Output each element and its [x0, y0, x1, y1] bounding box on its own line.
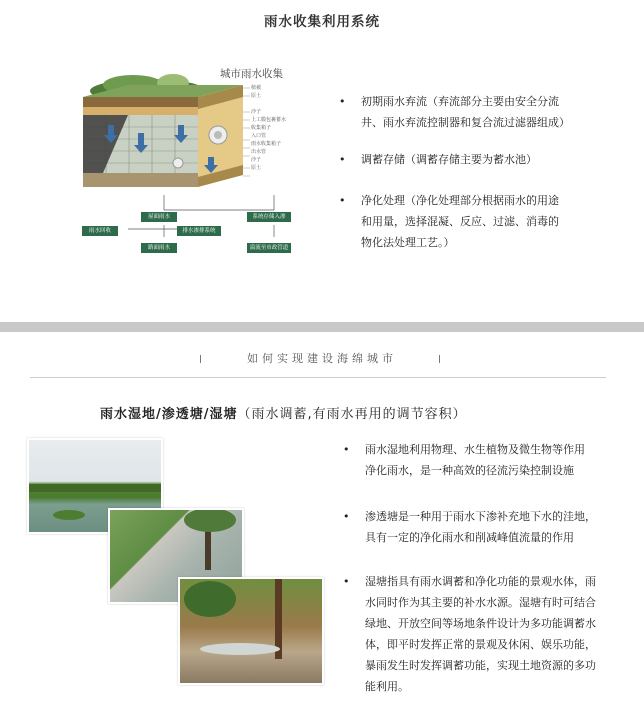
subtitle-tick-right	[439, 355, 440, 363]
soil-layer	[83, 97, 198, 107]
outlet-pipe	[173, 158, 183, 168]
layer-label: 沙子	[251, 109, 262, 115]
section-title-wetland	[100, 403, 467, 422]
title-bold-part: 雨水湿地/渗透塘/湿塘	[100, 407, 238, 422]
section-subtitle: 如何实现建设海绵城市	[247, 352, 397, 365]
layer-label: 上工膜包裹蓄水	[251, 117, 287, 123]
layer-label: 出水管	[251, 149, 267, 155]
flow-box-road-rain: 路面雨水	[141, 243, 177, 253]
gravel-layer	[83, 173, 198, 187]
title-rest-part: （雨水调蓄,有雨水再用的调节容积）	[237, 407, 467, 422]
layer-label: 收集箱子	[251, 125, 272, 131]
flow-box-storage-infiltration: 系统存储入渗	[247, 212, 291, 222]
list-item: • 净化处理（净化处理部分根据雨水的用途 和用量，选择混凝、反应、过滤、消毒的 物化法处理工艺。）	[339, 194, 559, 249]
section-title-rain-collection: 雨水收集利用系统	[264, 14, 380, 30]
layer-label: 入口管	[251, 133, 267, 139]
layer-label: 沙子	[251, 157, 262, 163]
sand-layer	[83, 107, 198, 115]
list-item: • 雨水湿地利用物理、水生植物及微生物等作用 净化雨水，是一种高效的径流污染控制设施	[343, 443, 585, 477]
layer-label: 原土	[251, 93, 262, 99]
flow-box-drainage-system: 排水渗排系统	[177, 226, 221, 236]
diagram-layer-labels	[251, 84, 311, 172]
subtitle-underline	[30, 377, 606, 378]
layer-label: 雨水收集箱子	[251, 141, 282, 147]
list-item: • 湿塘指具有雨水调蓄和净化功能的景观水体，雨 水同时作为其主要的补水水源。湿塘有时可结合 绿地、开放空间等场地条件设计为多功能调蓄水 体，即平时发挥正常的景观及休闲、娱乐功能， 暴雨发生时发挥调蓄功能，实现土地资源的多功 能利用。	[343, 575, 596, 693]
list-item: • 初期雨水弃流（弃流部分主要由安全分流 井、雨水弃流控制器和复合流过滤器组成）	[339, 95, 570, 129]
flow-box-overflow-municipal: 溢流至市政管道	[247, 243, 291, 253]
diagram-title: 城市雨水收集	[220, 68, 283, 80]
list-item: • 调蓄存储（调蓄存储主要为蓄水池）	[339, 153, 537, 166]
section-divider	[0, 322, 644, 332]
layer-label: 原土	[251, 165, 262, 171]
list-item: • 渗透塘是一种用于雨水下渗补充地下水的洼地， 具有一定的净化雨水和削减峰值流量的作用	[343, 510, 596, 544]
wet-pond-photo	[178, 577, 324, 685]
flow-box-rain-recovery: 雨水回收	[82, 226, 118, 236]
layer-label: 植被	[251, 85, 262, 91]
flow-box-roof-rain: 屋面雨水	[141, 212, 177, 222]
